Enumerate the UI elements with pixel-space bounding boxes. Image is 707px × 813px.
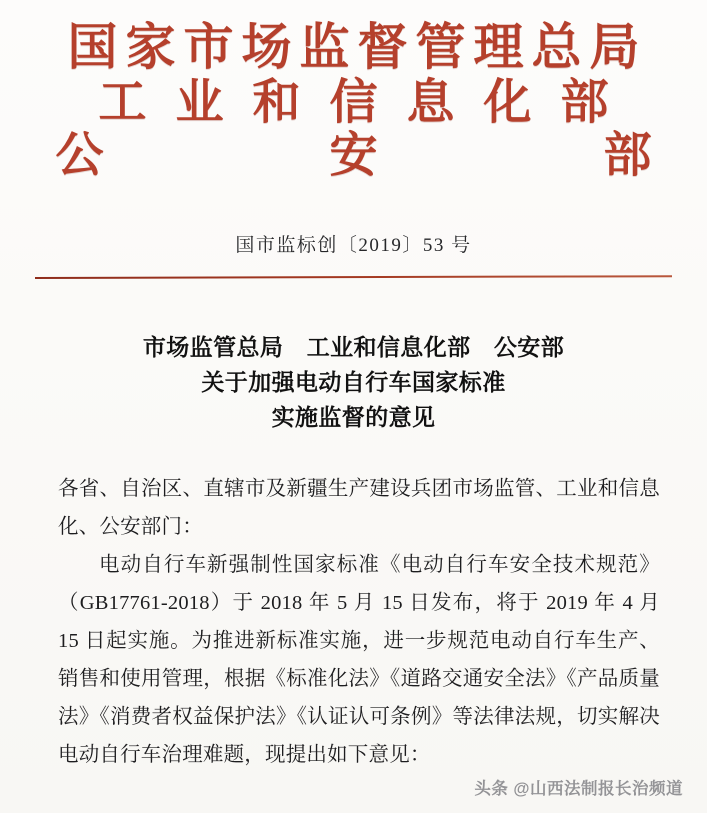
red-separator-rule <box>35 275 672 279</box>
body-paragraph-1: 电动自行车新强制性国家标准《电动自行车安全技术规范》（GB17761-2018）于 2018 年 5 月 15 日发布，将于 2019 年 4 月 15 日起实施。为推进新标准实施，进一步规范电动自行车生产、销售和使用管理，根据《标准化法》《道路交通安全法》《产品质量法》《消费者权益保护法》《认证认可条例》等法律法规，切实解决电动自行车治理难题，现提出如下意见： <box>58 553 660 766</box>
masthead-agency-line-2: 工业和信息化部 <box>98 76 638 129</box>
masthead-line-3-char-1: 公 <box>55 129 104 182</box>
title-line-2: 关于加强电动自行车国家标准 <box>201 369 506 395</box>
masthead-line-3-spread <box>55 129 652 182</box>
masthead-agency-line-1: 国家市场监督管理总局 <box>67 19 648 75</box>
document-title <box>0 331 707 436</box>
masthead <box>0 0 707 180</box>
salutation: 各省、自治区、直辖市及新疆生产建设兵团市场监管、工业和信息化、公安部门： <box>58 477 660 538</box>
masthead-agency-line-3 <box>0 129 707 182</box>
masthead-line-3-char-2: 安 <box>329 129 378 182</box>
document-number: 国市监标创〔2019〕53 号 <box>235 235 472 256</box>
document-body <box>58 470 660 774</box>
masthead-line-3-char-3: 部 <box>603 129 652 182</box>
watermark: 头条 @山西法制报长治频道 <box>474 780 683 798</box>
title-line-3: 实施监督的意见 <box>271 404 436 430</box>
title-line-1: 市场监管总局 工业和信息化部 公安部 <box>142 335 565 360</box>
